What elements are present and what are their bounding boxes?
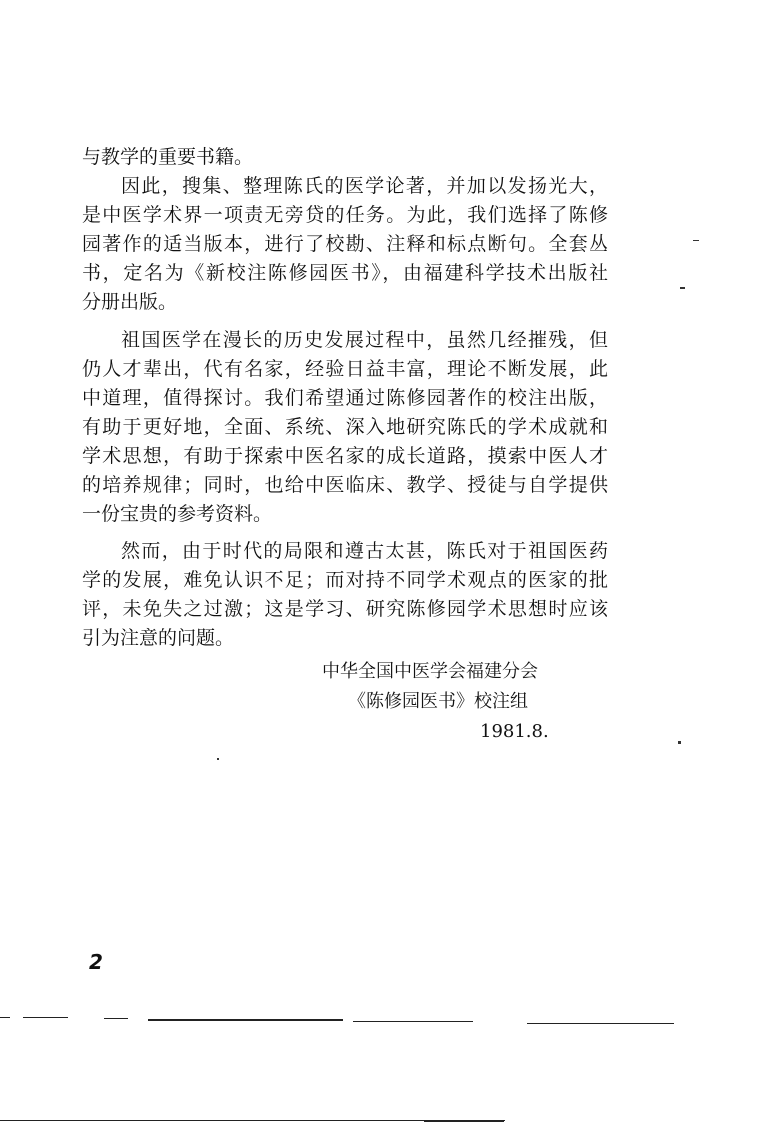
text-line: 是中医学术界一项责无旁贷的任务。为此，我们选择了陈修 <box>82 204 608 226</box>
text-line: 学术思想，有助于探索中医名家的成长道路，摸索中医人才 <box>82 445 608 467</box>
text-line: 分册出版。 <box>82 291 178 313</box>
text-line: 评，未免失之过激；这是学习、研究陈修园学术思想时应该 <box>82 598 608 620</box>
scan-speck <box>678 741 681 744</box>
text-line: 园著作的适当版本，进行了校勘、注释和标点断句。全套丛 <box>82 233 608 255</box>
scan-speck <box>693 240 699 241</box>
page-number: 2 <box>89 950 103 974</box>
text-line: 书，定名为《新校注陈修园医书》，由福建科学技术出版社 <box>82 262 608 284</box>
scan-rule <box>104 1018 128 1019</box>
signature-date: 1981.8. <box>480 721 549 742</box>
scan-rule <box>353 1021 473 1022</box>
scan-rule <box>0 1017 10 1018</box>
text-line: 然而，由于时代的局限和遵古太甚，陈氏对于祖国医药 <box>121 540 608 562</box>
text-line: 引为注意的问题。 <box>82 627 235 649</box>
text-line: 有助于更好地，全面、系统、深入地研究陈氏的学术成就和 <box>82 416 608 438</box>
scan-rule <box>23 1017 68 1018</box>
text-line: 仍人才辈出，代有名家，经验日益丰富，理论不断发展，此 <box>82 358 608 380</box>
text-line: 祖国医学在漫长的历史发展过程中，虽然几经摧残，但 <box>121 329 608 351</box>
text-line: 一份宝贵的参考资料。 <box>82 503 273 525</box>
scan-rule <box>148 1019 343 1021</box>
signature-organization: 中华全国中医学会福建分会 <box>322 661 538 682</box>
scan-rule <box>527 1023 674 1024</box>
text-line: 因此，搜集、整理陈氏的医学论著，并加以发扬光大， <box>121 175 608 197</box>
text-line: 与教学的重要书籍。 <box>82 146 254 168</box>
scan-speck <box>217 758 219 760</box>
text-line: 学的发展，难免认识不足；而对持不同学术观点的医家的批 <box>82 569 608 591</box>
scan-speck <box>680 287 685 289</box>
signature-group: 《陈修园医书》校注组 <box>348 691 528 712</box>
text-line: 的培养规律；同时，也给中医临床、教学、授徒与自学提供 <box>82 474 608 496</box>
text-line: 中道理，值得探讨。我们希望通过陈修园著作的校注出版， <box>82 387 608 409</box>
